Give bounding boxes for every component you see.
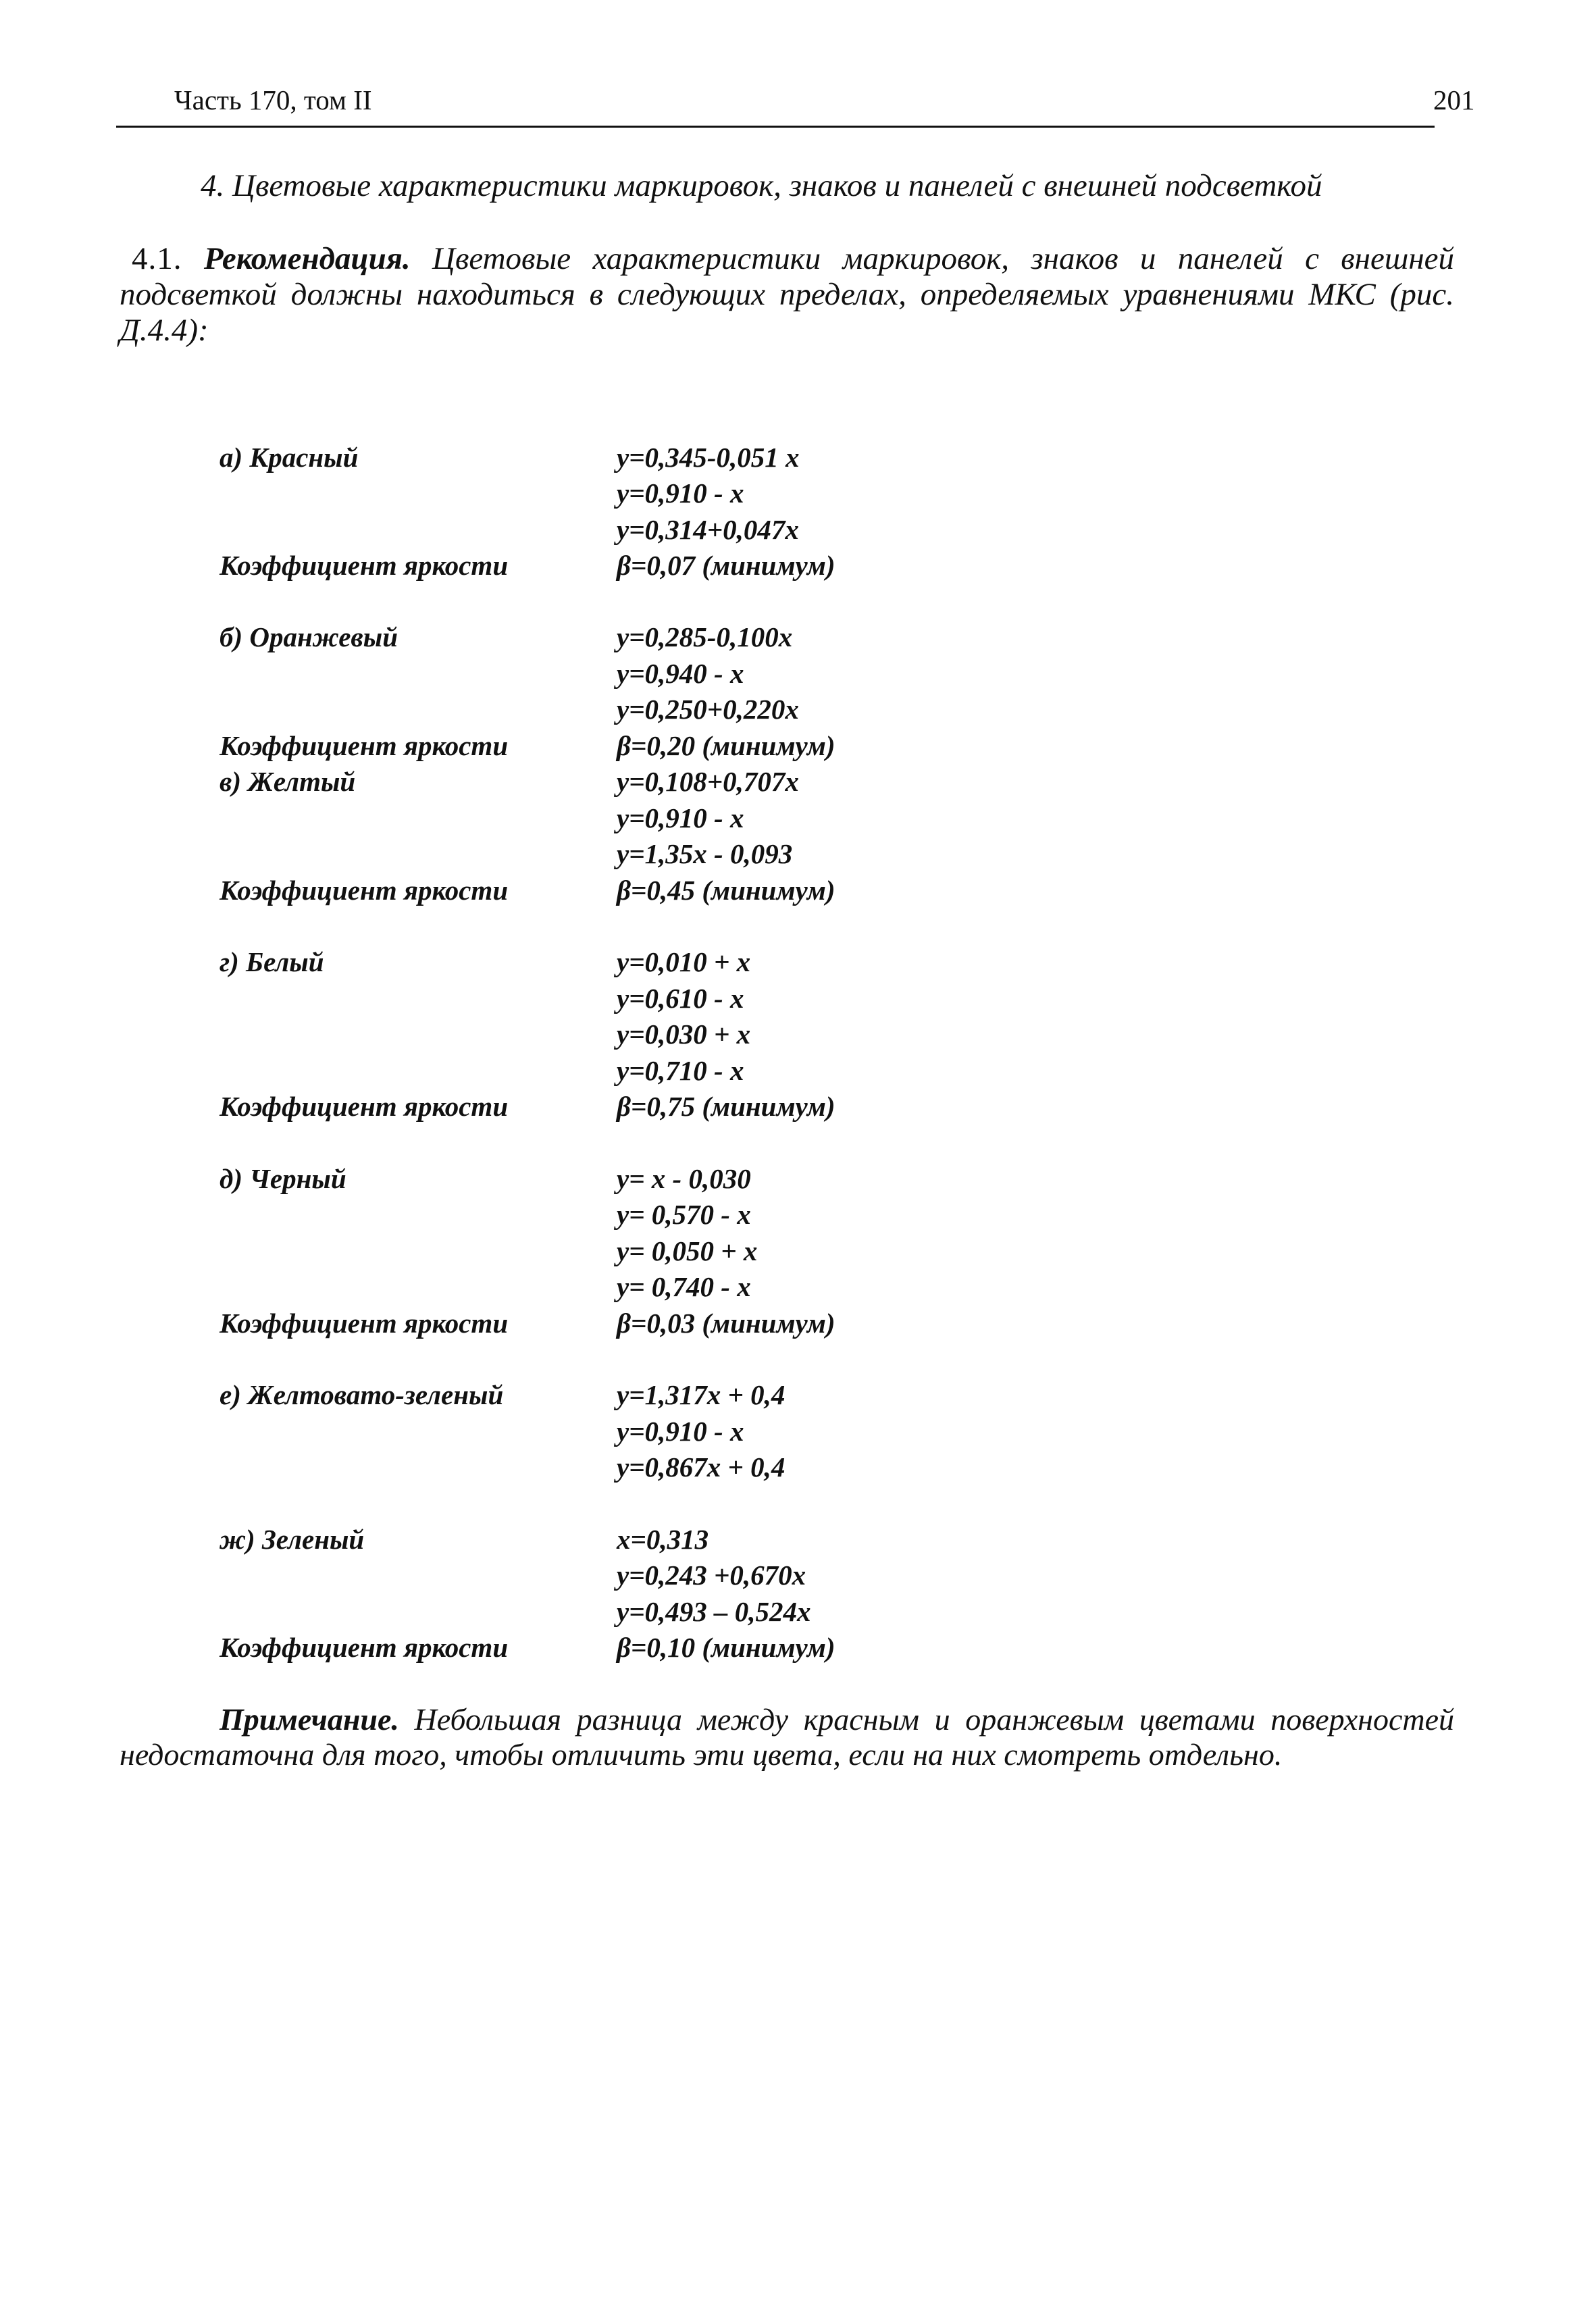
luminance-label: Коэффициент яркости bbox=[220, 550, 509, 581]
equation: y= 0,050 + x bbox=[617, 1235, 758, 1266]
equation: y= 0,570 - x bbox=[617, 1199, 751, 1230]
equation: y= x - 0,030 bbox=[617, 1163, 751, 1194]
equation: x=0,313 bbox=[617, 1524, 709, 1555]
color-name: а) Красный bbox=[220, 442, 359, 473]
equation: y=0,030 + x bbox=[617, 1019, 751, 1050]
luminance-value: β=0,10 (минимум) bbox=[617, 1632, 835, 1663]
equation: y=0,940 - x bbox=[617, 658, 744, 689]
luminance-label: Коэффициент яркости bbox=[220, 1091, 509, 1122]
equation: y=0,285-0,100x bbox=[617, 621, 793, 652]
recommendation-label: Рекомендация. bbox=[203, 241, 411, 276]
note-label: Примечание. bbox=[220, 1702, 399, 1737]
luminance-value: β=0,45 (минимум) bbox=[617, 875, 835, 906]
luminance-value: β=0,20 (минимум) bbox=[617, 730, 835, 761]
color-name: б) Оранжевый bbox=[220, 621, 398, 652]
luminance-value: β=0,75 (минимум) bbox=[617, 1091, 835, 1122]
luminance-label: Коэффициент яркости bbox=[220, 1632, 509, 1663]
luminance-value: β=0,03 (минимум) bbox=[617, 1308, 835, 1339]
clause-number: 4.1. bbox=[132, 241, 182, 276]
equation: y=0,610 - x bbox=[617, 983, 744, 1014]
equation: y=0,243 +0,670x bbox=[617, 1560, 806, 1591]
equation: y=0,250+0,220x bbox=[617, 694, 799, 725]
equation: y=0,493 – 0,524x bbox=[617, 1596, 811, 1627]
luminance-value: β=0,07 (минимум) bbox=[617, 550, 835, 581]
luminance-label: Коэффициент яркости bbox=[220, 730, 509, 761]
equation: y=0,910 - x bbox=[617, 478, 744, 509]
equation: y=1,317x + 0,4 bbox=[617, 1379, 786, 1410]
equation: y=0,710 - x bbox=[617, 1055, 744, 1086]
page-number: 201 bbox=[1433, 84, 1475, 115]
recommendation-paragraph bbox=[120, 241, 1454, 349]
header-part-volume: Часть 170, том II bbox=[174, 84, 372, 115]
color-name: е) Желтовато-зеленый bbox=[220, 1379, 504, 1410]
note-text: Небольшая разница между красным и оранжевым цветами поверхностей недостаточна для того, чтобы отличить эти цвета, если на них смотреть отдельно. bbox=[120, 1702, 1455, 1772]
header-divider bbox=[116, 126, 1435, 128]
color-name: ж) Зеленый bbox=[220, 1524, 365, 1555]
note-paragraph bbox=[120, 1702, 1454, 1772]
luminance-label: Коэффициент яркости bbox=[220, 875, 509, 906]
recommendation-text: Цветовые характеристики маркировок, знаков и панелей с внешней подсветкой должны находиться в следующих пределах, определяемых уравнениями МКС (рис. Д.4.4): bbox=[120, 241, 1455, 348]
color-name: д) Черный bbox=[220, 1163, 346, 1194]
equation: y=0,910 - x bbox=[617, 802, 744, 833]
equation: y=0,345-0,051 x bbox=[617, 442, 800, 473]
equation: y=1,35x - 0,093 bbox=[617, 838, 793, 869]
equation: y=0,108+0,707x bbox=[617, 766, 799, 797]
color-name: г) Белый bbox=[220, 946, 324, 977]
luminance-label: Коэффициент яркости bbox=[220, 1308, 509, 1339]
equation: y=0,867x + 0,4 bbox=[617, 1451, 786, 1483]
equation: y=0,314+0,047x bbox=[617, 514, 799, 545]
color-name: в) Желтый bbox=[220, 766, 356, 797]
equation: y= 0,740 - x bbox=[617, 1271, 751, 1302]
equation: y=0,010 + x bbox=[617, 946, 751, 977]
section-heading: 4. Цветовые характеристики маркировок, знаков и панелей с внешней подсветкой bbox=[201, 168, 1322, 203]
equation: y=0,910 - x bbox=[617, 1416, 744, 1447]
